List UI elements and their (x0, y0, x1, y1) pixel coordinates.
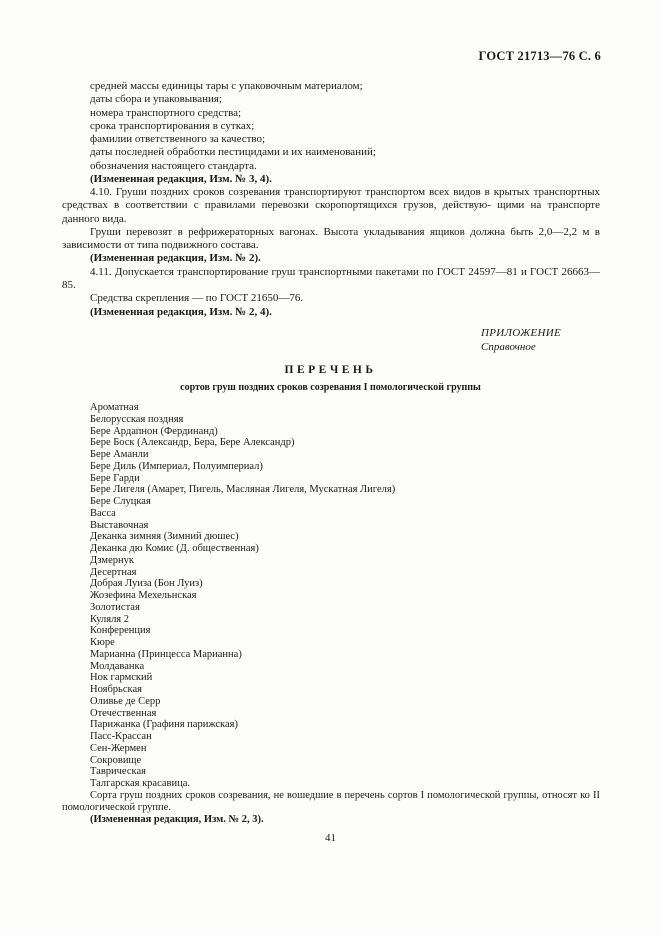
list-subtitle: сортов груш поздних сроков созревания I помологической группы (180, 382, 481, 393)
list-item: Добрая Луиза (Бон Луиз) (90, 578, 203, 590)
list-item: Оливье де Серр (90, 695, 161, 707)
list-title: ПЕРЕЧЕНЬ (284, 364, 377, 376)
appendix-type: Справочное (481, 340, 536, 353)
list-item: Деканка зимняя (Зимний дюшес) (90, 531, 239, 543)
list-item: Ароматная (90, 402, 139, 413)
paragraph-text: Средства скрепления — по ГОСТ 21650—76. (90, 292, 304, 305)
list-item: обозначения настоящего стандарта. (90, 159, 257, 172)
list-item: Васса (90, 507, 116, 519)
page-number: 41 (325, 832, 336, 844)
list-item: Таврическая (90, 766, 146, 778)
list-item: Сен-Жермен (90, 742, 147, 754)
list-item: Бере Слуцкая (90, 496, 151, 507)
list-item: даты последней обработки пестицидами и их наименований; (90, 146, 376, 159)
amendment-note: (Измененная редакция, Изм. № 2, 4). (90, 305, 272, 318)
list-item: Бере Боск (Александр, Бера, Бере Александр) (90, 437, 295, 449)
list-item: Дзмернук (90, 554, 134, 566)
list-item: Деканка дю Комис (Д. общественная) (90, 543, 259, 554)
marking-list (90, 80, 600, 186)
list-item: Бере Гарди (90, 472, 140, 484)
list-item: Отечественная (90, 707, 157, 719)
amendment-note: (Измененная редакция, Изм. № 2, 3). (90, 814, 264, 825)
paragraph-4-10 (62, 186, 600, 319)
closing-paragraph (62, 790, 600, 826)
list-item: Молдаванка (90, 660, 145, 672)
list-item: Талгарская красавица. (90, 778, 191, 789)
list-item: номера транспортного средства; (90, 106, 242, 119)
list-item: Белорусская поздняя (90, 413, 184, 425)
amendment-note: (Измененная редакция, Изм. № 2). (90, 252, 261, 265)
paragraph-text: 4.11. Допускается транспортирование груш транспортными пакетами по ГОСТ 24597—81 и ГОСТ 26663—85. (62, 265, 600, 292)
paragraph-text: Груши перевозят в рефрижераторных вагонах. Высота укладывания ящиков должна быть 2,0—2,2 м в зависимости от типа подвижного состава. (62, 225, 600, 252)
amendment-note: (Измененная редакция, Изм. № 3, 4). (90, 173, 272, 186)
list-item: Конференция (90, 625, 151, 637)
list-item: Нок гармский (90, 672, 153, 684)
list-item: Выставочная (90, 519, 149, 531)
list-item: Бере Ардапнон (Фердинанд) (90, 425, 218, 437)
list-item: средней массы единицы тары с упаковочным материалом; (90, 80, 363, 92)
list-item: Парижанка (Графиня парижская) (90, 719, 238, 731)
list-item: Кюре (90, 637, 115, 648)
paragraph-text: Сорта груш поздних сроков созревания, не вошедшие в перечень сортов I помологической группы, относят ко II помологической группе. (62, 790, 600, 813)
paragraph-text: 4.10. Груши поздних сроков созревания транспортируют транспортом всех видов в крытых транспортных средствах в соответствии с правилами перевозки скоропортящихся грузов, действую- щими на транспорте данного вида. (62, 186, 600, 225)
list-item: Бере Аманли (90, 449, 149, 460)
list-item: Сокровище (90, 754, 142, 766)
varieties-list (90, 402, 395, 790)
list-item: Жозефина Мехельнская (90, 590, 197, 601)
standard-header: ГОСТ 21713—76 С. 6 (478, 49, 601, 63)
appendix-label (481, 327, 601, 354)
list-item: Пасс-Крассан (90, 731, 152, 742)
list-item: Бере Лигеля (Амарет, Пигель, Масляная Лигеля, Мускатная Лигеля) (90, 484, 396, 496)
list-item: Ноябрьская (90, 684, 142, 695)
list-item: Бере Диль (Империал, Полуимпериал) (90, 460, 263, 472)
appendix-title: ПРИЛОЖЕНИЕ (481, 327, 561, 339)
list-item: даты сбора и упаковывания; (90, 93, 222, 106)
list-item: Десертная (90, 566, 137, 578)
list-item: фамилии ответственного за качество; (90, 133, 266, 146)
list-item: Марианна (Принцесса Марианна) (90, 648, 242, 660)
list-item: Золотистая (90, 601, 140, 613)
list-item: Куляля 2 (90, 613, 130, 625)
list-item: срока транспортирования в сутках; (90, 119, 255, 132)
